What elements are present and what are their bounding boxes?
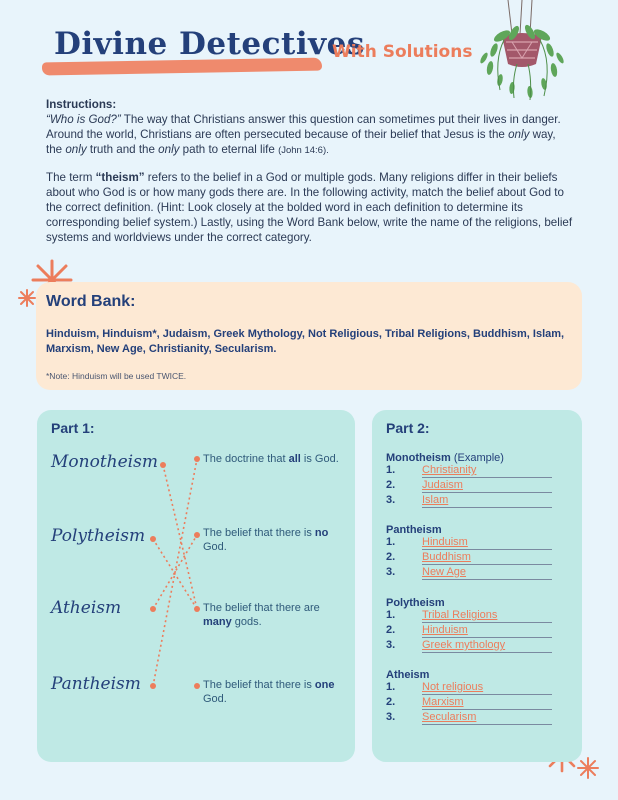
def-4-post: God.: [203, 693, 227, 705]
list-item: [386, 696, 571, 711]
list-item: [386, 624, 571, 639]
paragraph-1-text-b: way, the: [46, 128, 556, 156]
answer-field[interactable]: Christianity: [422, 464, 552, 478]
category-name: Polytheism: [386, 597, 445, 609]
item-number: 3.: [386, 494, 396, 506]
def-3-post: gods.: [231, 616, 262, 628]
answer-field[interactable]: Marxism: [422, 696, 552, 710]
list-item: [386, 494, 571, 509]
answer-field[interactable]: Not religious: [422, 681, 552, 695]
answer-field[interactable]: New Age: [422, 566, 552, 580]
scripture-reference: (John 14:6).: [278, 145, 329, 156]
emphasis-only-1: only: [508, 128, 530, 141]
theism-term: “theism”: [95, 171, 145, 184]
term-atheism: Atheism: [51, 598, 122, 618]
word-bank-list: Hinduism, Hinduism*, Judaism, Greek Mythology, Not Religious, Tribal Religions, Buddhism, Islam, Marxism, New Age, Christianity, Secularism.: [46, 328, 565, 355]
answer-field[interactable]: Hinduism: [422, 536, 552, 550]
emphasis-only-2: only: [65, 143, 87, 156]
item-number: 2.: [386, 624, 396, 636]
item-number: 2.: [386, 479, 396, 491]
word-bank-title: Word Bank:: [46, 293, 136, 310]
list-item: [386, 566, 571, 581]
answer-field[interactable]: Islam: [422, 494, 552, 508]
def-2-bold: no: [314, 527, 329, 539]
page-title: Divine Detectives: [54, 26, 365, 62]
part-2-title: Part 2:: [386, 420, 430, 436]
word-bank-note: *Note: Hinduism will be used TWICE.: [46, 371, 187, 381]
definition-all: [203, 452, 343, 466]
definition-many: [203, 601, 343, 629]
instructions-heading: Instructions:: [46, 98, 117, 111]
def-3-bold: many: [203, 616, 232, 628]
definition-no: [203, 526, 343, 554]
answer-field[interactable]: Greek mythology: [422, 639, 552, 653]
category-name: Monotheism: [386, 452, 451, 464]
paragraph-1-text-c: truth and the: [86, 143, 159, 156]
page-subtitle: With Solutions: [332, 42, 473, 62]
item-number: 1.: [386, 536, 396, 548]
item-number: 2.: [386, 551, 396, 563]
list-item: [386, 536, 571, 551]
def-1-bold: all: [288, 453, 301, 465]
instructions: [46, 97, 574, 257]
answer-field[interactable]: Buddhism: [422, 551, 552, 565]
list-item: [386, 479, 571, 494]
part-1-panel: [37, 410, 355, 762]
list-item: [386, 639, 571, 654]
term-pantheism: Pantheism: [51, 674, 141, 694]
instructions-paragraph-2: [46, 170, 574, 245]
item-number: 1.: [386, 609, 396, 621]
item-number: 3.: [386, 566, 396, 578]
category-note: (Example): [450, 452, 504, 464]
item-number: 2.: [386, 696, 396, 708]
title-block: [40, 26, 480, 78]
category-title: [386, 452, 571, 464]
category-atheism: [386, 669, 571, 726]
hanging-plant-icon: [472, 0, 572, 105]
instructions-paragraph-1: [46, 112, 574, 158]
answer-field[interactable]: Tribal Religions: [422, 609, 552, 623]
def-2-post: God.: [203, 541, 227, 553]
part-1-title: Part 1:: [51, 420, 95, 436]
paragraph-2-text-a: The term: [46, 171, 96, 184]
def-2-pre: The belief that there is: [203, 527, 315, 539]
list-item: [386, 681, 571, 696]
list-item: [386, 711, 571, 726]
term-polytheism: Polytheism: [51, 526, 146, 546]
word-bank: [36, 282, 582, 390]
paragraph-2-text-b: refers to the belief in a God or multiple gods. Many religions differ in their beliefs about who God is or how many gods there are. In the following activity, match the belief about God to the correct definition. (Hint: Look closely at the bolded word in each definition to determine its corresponding belief system.) Lastly, using the Word Bank below, write the name of the religions, belief systems and worldviews under the correct category.: [46, 171, 573, 244]
category-title: [386, 597, 571, 609]
paragraph-1-text-a: The way that Christians answer this question can sometimes put their lives in danger. Around the world, Christians are often persecuted because of their belief that Jesus is the: [46, 113, 561, 141]
def-3-pre: The belief that there are: [203, 602, 320, 614]
answer-field[interactable]: Secularism: [422, 711, 552, 725]
def-1-pre: The doctrine that: [203, 453, 289, 465]
question-text: “Who is God?”: [46, 113, 121, 126]
item-number: 3.: [386, 711, 396, 723]
item-number: 1.: [386, 681, 396, 693]
answer-field[interactable]: Judaism: [422, 479, 552, 493]
def-4-pre: The belief that there is: [203, 679, 315, 691]
category-title: [386, 669, 571, 681]
definition-one: [203, 678, 343, 706]
paragraph-1-text-d: path to eternal life: [179, 143, 279, 156]
part-2-panel: [372, 410, 582, 762]
category-monotheism: [386, 452, 571, 509]
list-item: [386, 464, 571, 479]
term-monotheism: Monotheism: [51, 452, 158, 472]
item-number: 3.: [386, 639, 396, 651]
category-title: [386, 524, 571, 536]
list-item: [386, 551, 571, 566]
list-item: [386, 609, 571, 624]
def-1-post: is God.: [300, 453, 339, 465]
small-star-icon-bottom: [576, 756, 600, 780]
category-pantheism: [386, 524, 571, 581]
category-name: Atheism: [386, 669, 430, 681]
emphasis-only-3: only: [158, 143, 180, 156]
def-4-bold: one: [314, 679, 335, 691]
category-name: Pantheism: [386, 524, 442, 536]
item-number: 1.: [386, 464, 396, 476]
answer-field[interactable]: Hinduism: [422, 624, 552, 638]
small-star-icon: [18, 289, 36, 307]
category-polytheism: [386, 597, 571, 654]
